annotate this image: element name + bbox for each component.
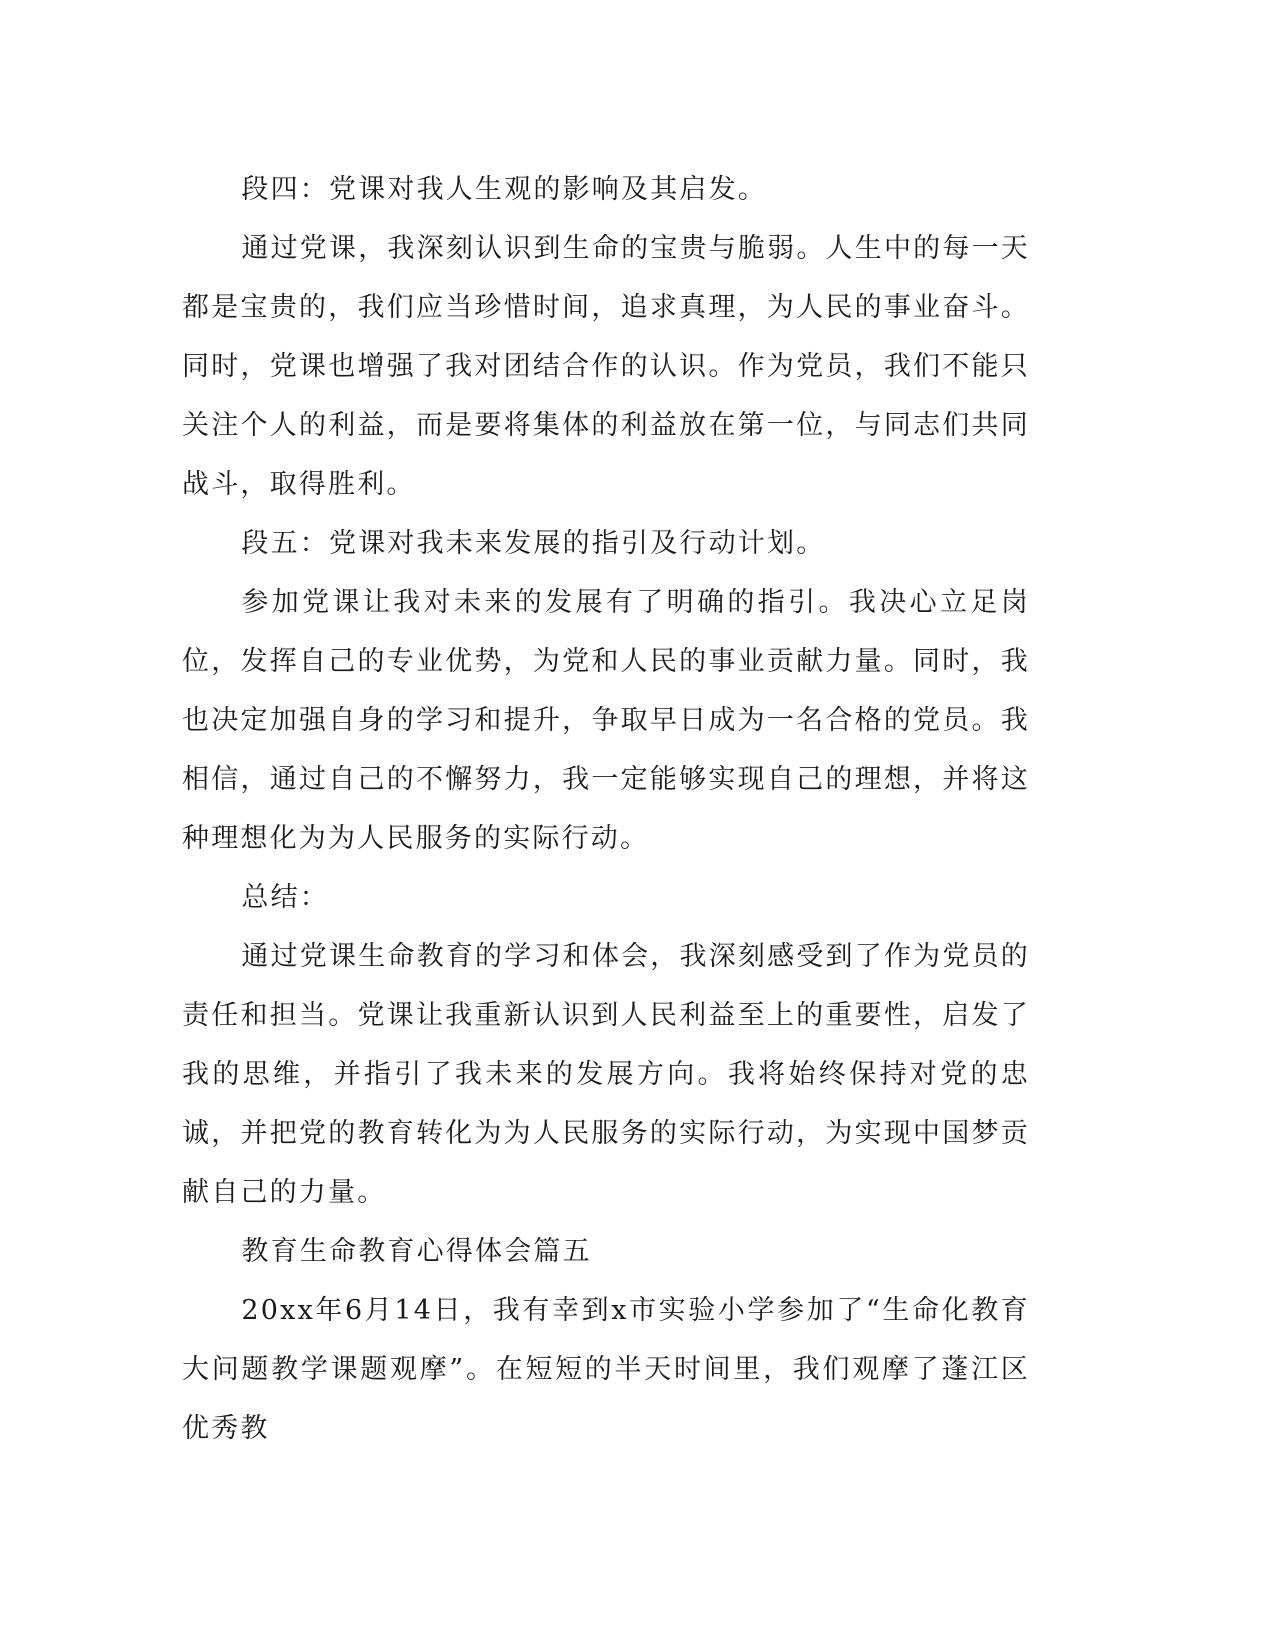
paragraph: 20xx年6月14日，我有幸到x市实验小学参加了“生命化教育大问题教学课题观摩”。在短短的半天时间里，我们观摩了蓬江区优秀教	[182, 1295, 1030, 1444]
section-heading-5: 段五：党课对我未来发展的指引及行动计划。	[241, 528, 826, 559]
paragraph: 通过党课，我深刻认识到生命的宝贵与脆弱。人生中的每一天都是宝贵的，我们应当珍惜时间，追求真理，为人民的事业奋斗。同时，党课也增强了我对团结合作的认识。作为党员，我们不能只关注个人的利益，而是要将集体的利益放在第一位，与同志们共同战斗，取得胜利。	[182, 233, 1030, 500]
paragraph: 通过党课生命教育的学习和体会，我深刻感受到了作为党员的责任和担当。党课让我重新认识到人民利益至上的重要性，启发了我的思维，并指引了我未来的发展方向。我将始终保持对党的忠诚，并把党的教育转化为为人民服务的实际行动，为实现中国梦贡献自己的力量。	[182, 941, 1030, 1208]
paragraph: 参加党课让我对未来的发展有了明确的指引。我决心立足岗位，发挥自己的专业优势，为党和人民的事业贡献力量。同时，我也决定加强自身的学习和提升，争取早日成为一名合格的党员。我相信，通过自己的不懈努力，我一定能够实现自己的理想，并将这种理想化为为人民服务的实际行动。	[182, 587, 1030, 854]
article-title: 教育生命教育心得体会篇五	[241, 1236, 592, 1267]
summary-heading: 总结：	[241, 882, 329, 913]
document-body	[182, 160, 1030, 1458]
section-heading-4: 段四：党课对我人生观的影响及其启发。	[241, 174, 767, 205]
